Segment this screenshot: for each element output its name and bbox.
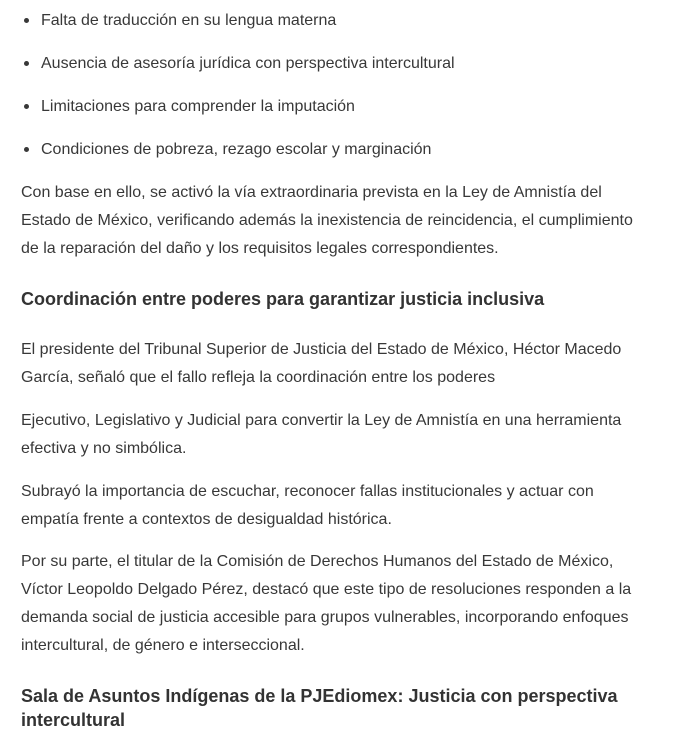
list-item — [21, 95, 661, 138]
paragraph-president: El presidente del Tribunal Superior de Justicia del Estado de México, Héctor Macedo García, señaló que el fallo refleja la coordinación entre los poderes — [21, 341, 622, 386]
paragraph-powers: Ejecutivo, Legislativo y Judicial para convertir la Ley de Amnistía en una herramienta efectiva y no simbólica. — [21, 412, 622, 457]
bullet-icon — [24, 104, 29, 109]
list-item — [21, 52, 661, 95]
paragraph-base: Con base en ello, se activó la vía extraordinaria prevista en la Ley de Amnistía del Estado de México, verificando además la inexistencia de reincidencia, el cumplimiento de la reparación del daño y los requisitos legales correspondientes. — [21, 184, 633, 257]
paragraph-commission: Por su parte, el titular de la Comisión de Derechos Humanos del Estado de México, Víctor Leopoldo Delgado Pérez, destacó que este tipo de resoluciones responden a la demanda social de justicia accesible para grupos vulnerables, incorporando enfoques intercultural, de género e interseccional. — [21, 553, 632, 654]
section-heading-sala: Sala de Asuntos Indígenas de la PJEdiomex: Justicia con perspectiva intercultural — [21, 686, 618, 730]
bullet-icon — [24, 18, 29, 23]
list-item-text: Limitaciones para comprender la imputación — [41, 98, 355, 115]
list-item-text: Ausencia de asesoría jurídica con perspectiva intercultural — [41, 55, 455, 72]
paragraph-importance: Subrayó la importancia de escuchar, reconocer fallas institucionales y actuar con empatía frente a contextos de desigualdad histórica. — [21, 483, 594, 528]
bullet-icon — [24, 147, 29, 152]
list-item-text: Falta de traducción en su lengua materna — [41, 12, 337, 29]
section-heading-coordination: Coordinación entre poderes para garantizar justicia inclusiva — [21, 289, 545, 309]
factors-list — [21, 9, 661, 181]
list-item-text: Condiciones de pobreza, rezago escolar y marginación — [41, 141, 432, 158]
list-item — [21, 9, 661, 52]
list-item — [21, 138, 661, 181]
bullet-icon — [24, 61, 29, 66]
